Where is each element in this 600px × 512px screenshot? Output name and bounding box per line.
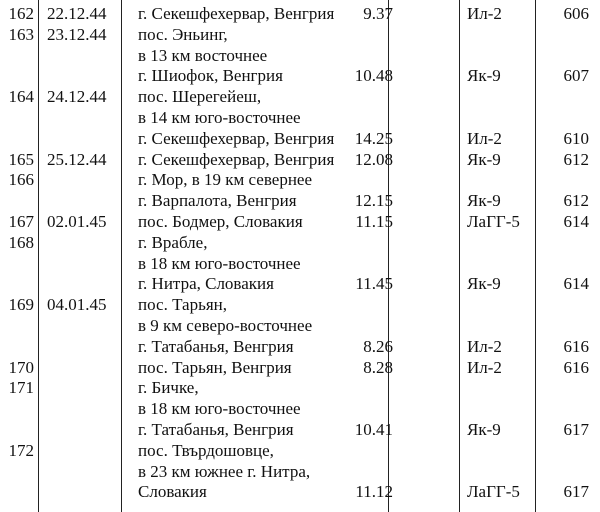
date-cell: 23.12.44 xyxy=(47,24,107,44)
place-cell: г. Мор, в 19 км севернее xyxy=(138,170,313,190)
place-cell: в 13 км восточнее xyxy=(138,45,268,65)
place-cell: в 9 км северо-восточнее xyxy=(138,316,313,335)
aircraft-cell: Як-9 xyxy=(467,149,501,169)
place-cell: в 18 км юго-восточнее xyxy=(138,399,301,419)
num-cell: 166 xyxy=(8,170,34,190)
place-cell: пос. Шерегейеш, xyxy=(138,87,262,107)
place-cell: пос. Бодмер, Словакия xyxy=(138,212,303,231)
regiment-cell: 617 xyxy=(563,420,589,439)
place-cell: г. Шиофок, Венгрия xyxy=(138,66,283,86)
aircraft-cell: Як-9 xyxy=(467,420,501,439)
regiment-cell: 612 xyxy=(563,191,589,211)
place-cell: в 18 км юго-восточнее xyxy=(138,253,301,273)
date-cell: 04.01.45 xyxy=(47,295,107,315)
aircraft-cell: ЛаГГ-5 xyxy=(467,482,520,502)
regiment-cell: 607 xyxy=(563,66,589,86)
date-cell: 22.12.44 xyxy=(47,4,107,23)
place-cell: пос. Твърдошовце, xyxy=(138,440,274,460)
place-cell: в 23 км южнее г. Нитра, xyxy=(138,461,311,481)
column-divider xyxy=(459,0,460,512)
place-cell: пос. Тарьян, xyxy=(138,295,227,315)
place-cell: г. Секешфехервар, Венгрия xyxy=(138,128,335,148)
regiment-cell: 616 xyxy=(563,357,589,377)
num-cell: 164 xyxy=(8,87,34,107)
time-cell: 14.25 xyxy=(354,128,393,148)
time-cell: 10.41 xyxy=(354,420,393,439)
num-cell: 167 xyxy=(8,212,34,231)
time-cell: 11.45 xyxy=(355,274,393,294)
regiment-cell: 614 xyxy=(563,274,589,294)
time-cell: 11.15 xyxy=(355,212,393,231)
num-cell: 170 xyxy=(8,357,34,377)
regiment-cell: 614 xyxy=(563,212,589,231)
aircraft-cell: ЛаГГ-5 xyxy=(467,212,520,231)
num-cell: 163 xyxy=(8,24,34,44)
place-cell: г. Нитра, Словакия xyxy=(138,274,274,294)
aircraft-cell: Як-9 xyxy=(467,274,501,294)
num-cell: 168 xyxy=(8,232,34,252)
place-cell: г. Татабанья, Венгрия xyxy=(138,336,294,356)
num-cell: 172 xyxy=(8,440,34,460)
column-divider xyxy=(38,0,39,512)
num-cell: 165 xyxy=(8,149,34,169)
time-cell: 9.37 xyxy=(363,4,393,23)
aircraft-cell: Ил-2 xyxy=(467,336,502,356)
time-cell: 12.15 xyxy=(354,191,393,211)
place-cell: г. Бичке, xyxy=(138,378,199,398)
place-cell: пос. Тарьян, Венгрия xyxy=(138,357,292,377)
regiment-cell: 610 xyxy=(563,128,589,148)
num-cell: 162 xyxy=(8,4,34,23)
regiment-cell: 616 xyxy=(563,336,589,356)
time-cell: 11.12 xyxy=(355,482,393,502)
column-divider xyxy=(535,0,536,512)
place-cell: в 14 км юго-восточнее xyxy=(138,108,301,127)
column-divider xyxy=(121,0,122,512)
time-cell: 8.26 xyxy=(363,336,393,356)
num-cell: 169 xyxy=(8,295,34,315)
aircraft-cell: Ил-2 xyxy=(467,357,502,377)
place-cell: пос. Эньинг, xyxy=(138,24,228,44)
time-cell: 12.08 xyxy=(354,149,393,169)
time-cell: 8.28 xyxy=(363,357,393,377)
date-cell: 02.01.45 xyxy=(47,212,107,231)
time-cell: 10.48 xyxy=(354,66,393,86)
num-cell: 171 xyxy=(8,378,34,398)
place-cell: г. Секешфехервар, Венгрия xyxy=(138,149,335,169)
aircraft-cell: Як-9 xyxy=(467,191,501,211)
place-cell: г. Татабанья, Венгрия xyxy=(138,420,294,439)
place-cell: Словакия xyxy=(138,482,207,502)
date-cell: 24.12.44 xyxy=(47,87,107,107)
regiment-cell: 612 xyxy=(563,149,589,169)
aircraft-cell: Як-9 xyxy=(467,66,501,86)
aircraft-cell: Ил-2 xyxy=(467,128,502,148)
place-cell: г. Врабле, xyxy=(138,232,208,252)
place-cell: г. Варпалота, Венгрия xyxy=(138,191,297,211)
regiment-cell: 606 xyxy=(563,4,589,23)
aircraft-cell: Ил-2 xyxy=(467,4,502,23)
place-cell: г. Секешфехервар, Венгрия xyxy=(138,4,335,23)
date-cell: 25.12.44 xyxy=(47,149,107,169)
regiment-cell: 617 xyxy=(563,482,589,502)
